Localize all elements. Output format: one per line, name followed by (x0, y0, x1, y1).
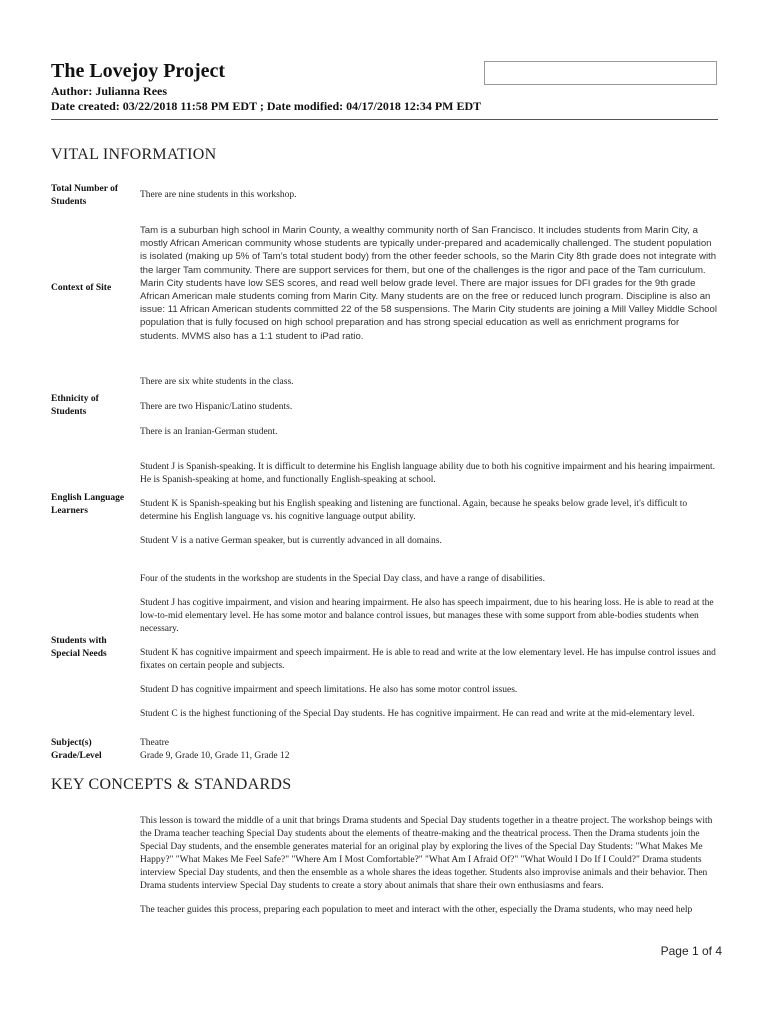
total-students-value (140, 189, 720, 202)
ell-para: Student K is Spanish-speaking but his English speaking and listening are functional. Again, because he speaks below grade level, it's difficult to determine his English language vs. his cognitive language output ability. (140, 499, 688, 522)
special-needs-para: Student D has cognitive impairment and speech limitations. He also has some motor control issues. (140, 685, 518, 695)
key-concepts-para: The teacher guides this process, preparing each population to meet and interact with the other, especially the Drama students, who may need help (140, 905, 693, 915)
ell-value (140, 461, 720, 548)
special-needs-label: Students with Special Needs (51, 636, 107, 659)
grade-level-value: Grade 9, Grade 10, Grade 11, Grade 12 (140, 751, 290, 761)
subject-value: Theatre (140, 738, 170, 748)
ell-para: Student V is a native German speaker, but is currently advanced in all domains. (140, 536, 442, 546)
header-box (484, 61, 717, 85)
document-title: The Lovejoy Project (51, 60, 226, 82)
ethnicity-label: Ethnicity of Students (51, 394, 99, 417)
context-of-site-label: Context of Site (51, 283, 112, 293)
special-needs-para: Student J has cogitive impairment, and vision and hearing impairment. He also has speech impairment, due to his hearing loss. He is able to read at the low-to-mid elementary level. He has some motor and balance control issues, but manages these with some support from able-bodies students when necessary. (140, 598, 714, 634)
context-of-site-text: Tam is a suburban high school in Marin County, a wealthy community north of San Francisco. It includes students from Marin City, a mostly African American community whose students are typically under-prepared and academically challenged. The student population is isolated (making up 5% of Tam’s total student body) from the other feeder schools, so the Marin City 8th grade does not integrate with the larger Tam community. There are support services for them, but one of the challenges is the rigor and pace of the Tam curriculum. Marin City students have low SES scores, and read well below grade level. There are major issues for DFI grades for the 9th grade African American male students coming from Marin City. Many students are on the free or reduced lunch program. Discipline is also an issue: 11 African American students committed 22 of the 58 suspensions. The Marin City students are joining a Mill Valley Middle School population that is fully focused on high school preparation and has strong special education as well as enrichment programs for students. MVMS also has a 1:1 student to iPad ratio. (140, 225, 717, 342)
special-needs-para: Four of the students in the workshop are students in the Special Day class, and have a range of disabilities. (140, 574, 545, 584)
vital-information-heading: VITAL INFORMATION (51, 146, 217, 163)
date-line: Date created: 03/22/2018 11:58 PM EDT ; Date modified: 04/17/2018 12:34 PM EDT (51, 99, 482, 113)
key-concepts-heading: KEY CONCEPTS & STANDARDS (51, 776, 292, 793)
ell-label: English Language Learners (51, 493, 125, 516)
ethnicity-para: There is an Iranian-German student. (140, 427, 278, 437)
special-needs-para: Student C is the highest functioning of the Special Day students. He has cognitive impairment. He can read and write at the mid-elementary level. (140, 709, 695, 719)
key-concepts-para: This lesson is toward the middle of a unit that brings Drama students and Special Day students together in a theatre project. The workshop beings with the Drama teacher teaching Special Day students about the elements of theatre-making and the theatrical process. Then the Drama students join the Special Day students, and the ensemble generates material for an original play by exploring the lives of the Special Day Students: "What Makes Me Happy?" "What Makes Me Feel Safe?" "Where Am I Most Comfortable?" "What Am I Afraid Of?" "What Would I Do If I Could?" Drama students interview Special Day students, and then the ensemble as a whole shares the ideas together. Students also improvise animals and their behavior. Then Drama students interview Special Day students to create a story about animals that share their own enthusiasms and fears. (140, 816, 713, 891)
header-divider (51, 119, 718, 120)
context-of-site-value (140, 224, 720, 343)
ethnicity-para: There are six white students in the class. (140, 377, 294, 387)
author-line: Author: Julianna Rees (51, 84, 168, 98)
grade-level-label: Grade/Level (51, 751, 102, 761)
total-students-label: Total Number of Students (51, 184, 119, 207)
special-needs-value (140, 573, 720, 721)
special-needs-para: Student K has cognitive impairment and speech impairment. He is able to read and write at the low elementary level. He has impulse control issues and fixates on certain people and subjects. (140, 648, 716, 671)
subject-label: Subject(s) (51, 738, 92, 748)
total-students-text: There are nine students in this workshop. (140, 190, 297, 200)
page-number: Page 1 of 4 (660, 944, 722, 958)
ell-para: Student J is Spanish-speaking. It is difficult to determine his English language ability due to both his cognitive impairment and his hearing impairment. He is Spanish-speaking at home, and functionally English-speaking at school. (140, 462, 716, 485)
ethnicity-value (140, 376, 720, 439)
key-concepts-body (140, 815, 720, 917)
ethnicity-para: There are two Hispanic/Latino students. (140, 402, 293, 412)
